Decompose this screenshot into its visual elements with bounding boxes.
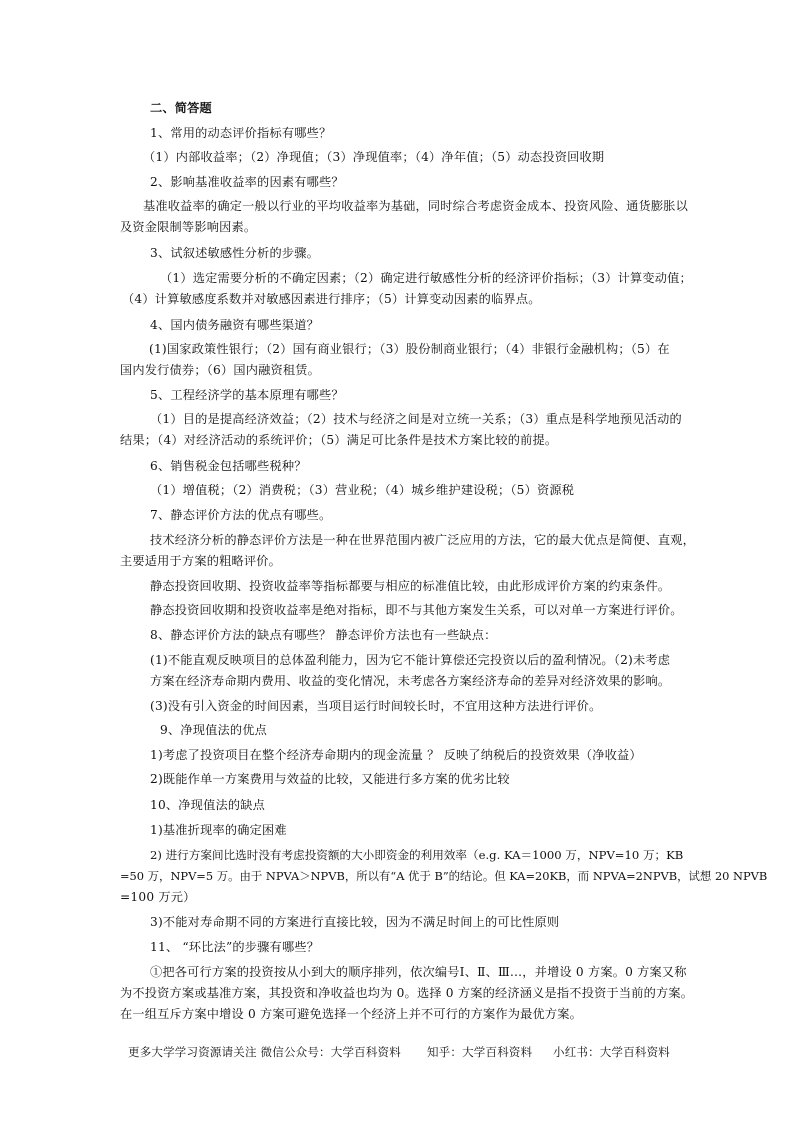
question-11: 11、 “环比法”的步骤有哪些？ xyxy=(150,940,320,954)
answer-7-line-1: 技术经济分析的静态评价方法是一种在世界范围内被广泛应用的方法，它的最大优点是简便、直观， xyxy=(150,533,696,547)
answer-6-line-1: （1）增值税；（2）消费税；（3）营业税；（4）城乡维护建设税；（5）资源税 xyxy=(150,483,575,497)
answer-9-line-2: 2)既能作单一方案费用与效益的比较，又能进行多方案的优劣比较 xyxy=(150,772,510,786)
answer-8-line-3: (3)没有引入资金的时间因素，当项目运行时间较长时，不宜用这种方法进行评价。 xyxy=(150,699,602,713)
answer-7-line-3: 静态投资回收期、投资收益率等指标都要与相应的标准值比较，由此形成评价方案的约束条件。 xyxy=(150,579,671,593)
answer-7-line-4: 静态投资回收期和投资收益率是绝对指标，即不与其他方案发生关系，可以对单一方案进行评价。 xyxy=(150,603,683,617)
section-title: 二、简答题 xyxy=(150,101,212,115)
answer-10-line-4: =100 万元） xyxy=(120,890,196,904)
question-2: 2、影响基准收益率的因素有哪些？ xyxy=(150,175,344,189)
answer-11-line-2: 为不投资方案或基准方案，其投资和净收益也均为 0。选择 0 方案的经济涵义是指不投资于当前的方案。 xyxy=(120,986,694,1000)
answer-4-line-1: (1)国家政策性银行；（2）国有商业银行；（3）股份制商业银行；（4）非银行金融机构；（5）在 xyxy=(149,342,670,356)
question-8: 8、静态评价方法的缺点有哪些？ 静态评价方法也有一些缺点： xyxy=(150,628,497,642)
footer-xiaohongshu: 小红书：大学百科资料 xyxy=(553,1045,670,1059)
answer-8-line-2: 方案在经济寿命期内费用、收益的变化情况，未考虑各方案经济寿命的差异对经济效果的影响。 xyxy=(150,674,671,688)
question-10: 10、净现值法的缺点 xyxy=(150,798,266,812)
answer-11-line-1: ①把各可行方案的投资按从小到大的顺序排列，依次编号Ⅰ、Ⅱ、Ⅲ…，并增设 0 方案。0 方案又称 xyxy=(150,965,687,979)
question-4: 4、国内债务融资有哪些渠道？ xyxy=(150,318,319,332)
answer-7-line-2: 主要适用于方案的粗略评价。 xyxy=(120,554,282,568)
answer-5-line-2: 结果；（4）对经济活动的系统评价；（5）满足可比条件是技术方案比较的前提。 xyxy=(120,433,558,447)
question-3: 3、试叙述敏感性分析的步骤。 xyxy=(150,246,319,260)
question-7: 7、静态评价方法的优点有哪些。 xyxy=(150,508,332,522)
answer-1-line-1: （1）内部收益率；（2）净现值；（3）净现值率；（4）净年值；（5）动态投资回收期 xyxy=(143,150,605,164)
question-9: 9、净现值法的优点 xyxy=(160,723,268,737)
answer-2-line-1: 基准收益率的确定一般以行业的平均收益率为基础，同时综合考虑资金成本、投资风险、通货膨胀以 xyxy=(143,199,689,213)
answer-10-line-1: 1)基准折现率的确定困难 xyxy=(150,823,287,837)
answer-5-line-1: （1）目的是提高经济效益；（2）技术与经济之间是对立统一关系；（3）重点是科学地预见活动的 xyxy=(150,412,682,426)
answer-10-line-5: 3)不能对寿命期不同的方案进行直接比较，因为不满足时间上的可比性原则 xyxy=(150,915,560,929)
question-5: 5、工程经济学的基本原理有哪些？ xyxy=(150,388,344,402)
answer-2-line-2: 及资金限制等影响因素。 xyxy=(120,220,257,234)
footer-zhihu: 知乎：大学百科资料 xyxy=(427,1045,533,1059)
answer-11-line-3: 在一组互斥方案中增设 0 方案可避免选择一个经济上并不可行的方案作为最优方案。 xyxy=(120,1007,583,1021)
answer-9-line-1: 1)考虑了投资项目在整个经济寿命期内的现金流量 ？ 反映了纳税后的投资效果（净收益） xyxy=(150,748,642,762)
question-6: 6、销售税金包括哪些税种？ xyxy=(150,459,307,473)
answer-3-line-1: （1）选定需要分析的不确定因素；（2）确定进行敏感性分析的经济评价指标；（3）计算变动值； xyxy=(160,271,692,285)
question-1: 1、常用的动态评价指标有哪些？ xyxy=(150,126,332,140)
answer-10-line-3: =50 万，NPV=5 万。由于 NPVA＞NPVB，所以有“A 优于 B”的结论。但 KA=20KB，而 NPVA=2NPVB，试想 20 NPVB xyxy=(120,869,768,883)
answer-10-line-2: 2) 进行方案间比选时没有考虑投资额的大小即资金的利用效率（e.g. KA＝1000 万，NPV=10 万；KB xyxy=(150,848,684,862)
answer-8-line-1: (1)不能直观反映项目的总体盈利能力，因为它不能计算偿还完投资以后的盈利情况。（2)未考虑 xyxy=(150,653,671,667)
answer-3-line-2: （4）计算敏感度系数并对敏感因素进行排序；（5）计算变动因素的临界点。 xyxy=(122,292,541,306)
footer-wechat: 更多大学学习资源请关注 微信公众号：大学百科资料 xyxy=(128,1045,401,1059)
answer-4-line-2: 国内发行债券；（6）国内融资租赁。 xyxy=(120,363,321,377)
